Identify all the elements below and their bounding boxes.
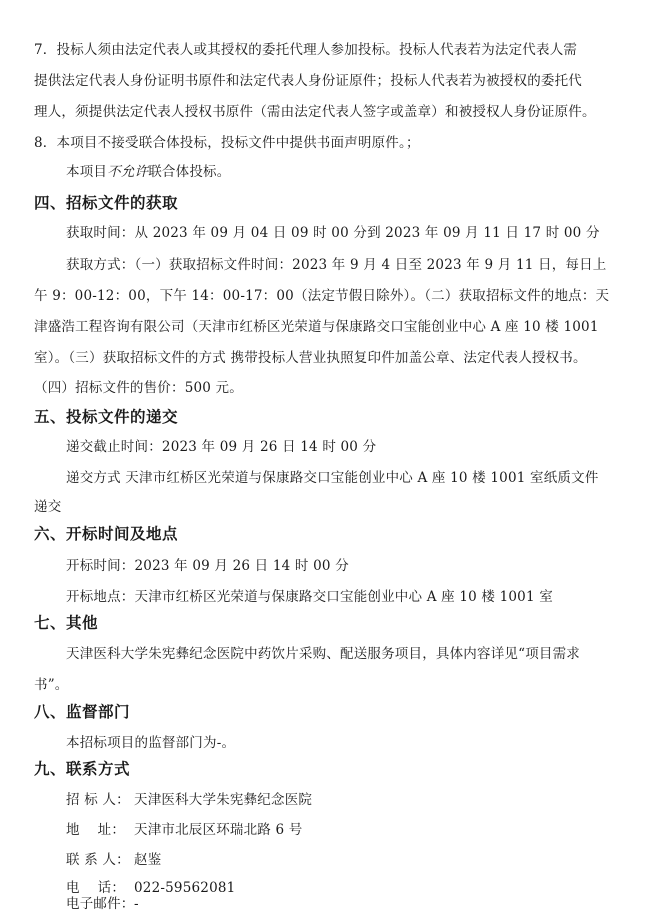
tenderer-label: 招 标 人： (66, 792, 130, 808)
section6-place: 开标地点：天津市红桥区光荣道与保康路交口宝能创业中心 A 座 10 楼 1001 室 (66, 589, 553, 605)
tenderer-value: 天津医科大学朱宪彝纪念医院 (134, 792, 313, 808)
section7-line2: 书”。 (34, 677, 69, 693)
section4-method-line2: 午 9：00-12：00，下午 14：00-17：00（法定节假日除外）。（二）获取招标文件的地点：天 (34, 288, 610, 304)
address-label: 地 址： (66, 822, 126, 838)
section5-deadline: 递交截止时间：2023 年 09 月 26 日 14 时 00 分 (66, 439, 377, 455)
item7-line2: 提供法定代表人身份证明书原件和法定代表人身份证原件；投标人代表若为被授权的委托代 (34, 73, 582, 89)
section8-heading: 八、监督部门 (34, 703, 131, 721)
contact-phone (66, 879, 235, 897)
contact-email (66, 896, 139, 912)
section4-method-line5: （四）招标文件的售价：500 元。 (34, 380, 243, 396)
section5-method-line2: 递交 (34, 499, 62, 515)
item7-line3: 理人，须提供法定代表人授权书原件（需由法定代表人签字或盖章）和被授权人身份证原件。 (34, 104, 596, 120)
consortium-emphasis: 不允许 (107, 164, 149, 180)
contact-address (66, 821, 302, 839)
email-value: - (134, 896, 139, 912)
phone-value: 022-59562081 (134, 880, 236, 896)
section4-heading: 四、招标文件的获取 (34, 194, 179, 212)
contact-person (66, 851, 161, 869)
section7-heading: 七、其他 (34, 614, 99, 632)
section7-line1: 天津医科大学朱宪彝纪念医院中药饮片采购、配送服务项目，具体内容详见“项目需求 (66, 646, 581, 662)
consortium-suffix: 联合体投标。 (148, 164, 231, 180)
section9-heading: 九、联系方式 (34, 760, 131, 778)
contact-tenderer (66, 791, 312, 809)
address-value: 天津市北辰区环瑞北路 6 号 (134, 822, 303, 838)
consortium-prefix: 本项目 (66, 164, 108, 180)
section8-line1: 本招标项目的监督部门为-。 (66, 735, 236, 751)
section4-method-line3: 津盛浩工程咨询有限公司（天津市红桥区光荣道与保康路交口宝能创业中心 A 座 10 楼 1001 (34, 319, 599, 335)
section4-time: 获取时间：从 2023 年 09 月 04 日 09 时 00 分到 2023 年 09 月 11 日 17 时 00 分 (66, 225, 600, 241)
item8-line1: 8．本项目不接受联合体投标，投标文件中提供书面声明原件。； (34, 135, 420, 151)
section5-heading: 五、投标文件的递交 (34, 408, 179, 426)
email-label: 电子邮件： (66, 896, 135, 912)
section6-time: 开标时间：2023 年 09 月 26 日 14 时 00 分 (66, 558, 349, 574)
section5-method-line1: 递交方式 天津市红桥区光荣道与保康路交口宝能创业中心 A 座 10 楼 1001 室纸质文件 (66, 470, 599, 486)
section6-heading: 六、开标时间及地点 (34, 525, 179, 543)
consortium-statement (66, 163, 230, 181)
item7-line1: 7．投标人须由法定代表人或其授权的委托代理人参加投标。投标人代表若为法定代表人需 (34, 42, 578, 58)
section4-method-line4: 室）。（三）获取招标文件的方式 携带投标人营业执照复印件加盖公章、法定代表人授权书。 (34, 350, 587, 366)
phone-label: 电 话： (66, 880, 126, 896)
contact-label: 联 系 人： (66, 852, 130, 868)
contact-value: 赵鉴 (134, 852, 162, 868)
section4-method-line1: 获取方式：（一）获取招标文件时间：2023 年 9 月 4 日至 2023 年 9 月 11 日，每日上 (66, 257, 607, 273)
